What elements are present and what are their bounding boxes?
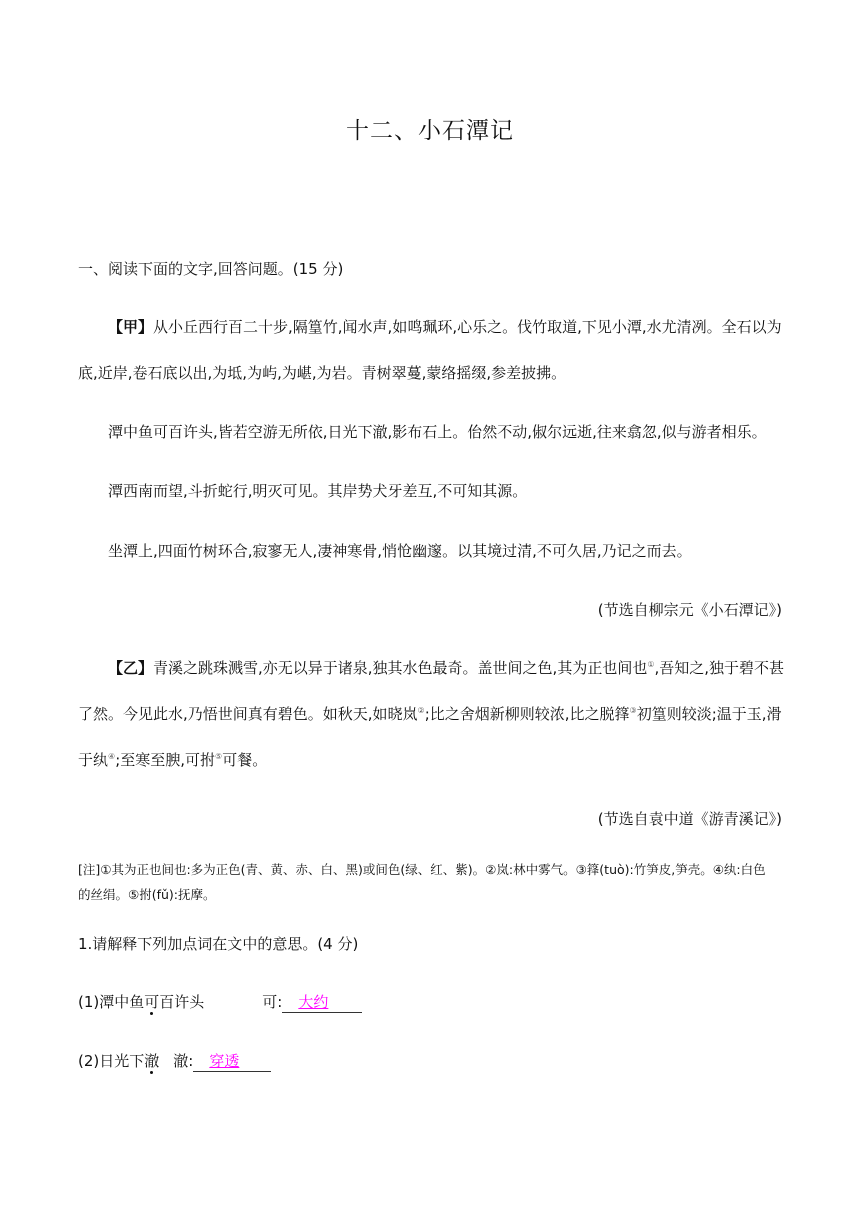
answer-2-field[interactable]: 穿透 [193,1051,271,1072]
passage-jia-text: 从小丘西行百二十步,隔篁竹,闻水声,如鸣珮环,心乐之。伐竹取道,下见小潭,水尤清冽。全石以为 [153,318,782,336]
footnote-marker: ⑤ [215,752,223,761]
footnote-marker: ③ [629,706,637,715]
passage-yi-line-2 [78,703,782,725]
passage-jia-paragraph-3: 潭西南而望,斗折蛇行,明灭可见。其岸势犬牙差互,不可知其源。 [108,482,528,500]
passage-yi-text: ;至寒至腴,可拊 [115,751,216,769]
question-1-text: 百许头 [159,993,205,1011]
question-2-label: 澈: [173,1052,194,1070]
passage-yi-text: 了然。今见此水,乃悟世间真有碧色。如秋天,如晓岚 [78,705,418,723]
passage-jia-source: (节选自柳宗元《小石潭记》) [597,601,782,619]
annotation-line-1: [注]①其为正也间也:多为正色(青、黄、赤、白、黑)或间色(绿、红、紫)。②岚:林中雾气。③箨(tuò):竹笋皮,笋壳。④纨:白色 [78,862,766,877]
question-item-1 [78,991,362,1013]
passage-yi-text: ,吾知之,独于碧不甚 [654,659,785,677]
annotation-line-2: 的丝绢。⑤拊(fǔ):抚摩。 [78,887,216,902]
passage-yi-text: 于纨 [78,751,109,769]
passage-yi-line-3 [78,749,267,771]
passage-yi-label: 【乙】 [108,659,154,677]
passage-yi-text: 青溪之跳珠溅雪,亦无以异于诸泉,独其水色最奇。盖世间之色,其为正也间也 [153,659,648,677]
passage-jia-line-2: 底,近岸,卷石底以出,为坻,为屿,为嵁,为岩。青树翠蔓,蒙络摇缀,参差披拂。 [78,364,567,382]
question-1-text: (1)潭中鱼 [78,993,145,1011]
passage-yi-source: (节选自袁中道《游青溪记》) [597,810,782,828]
passage-yi-text: ;比之舍烟新柳则较浓,比之脱箨 [424,705,630,723]
footnote-marker: ② [417,706,425,715]
question-stem: 1.请解释下列加点词在文中的意思。(4 分) [78,935,359,953]
question-item-2 [78,1050,271,1072]
passage-yi-text: 初篁则较淡;温于玉,滑 [636,705,782,723]
passage-jia-line-1 [108,316,782,338]
passage-yi-line-1 [108,657,784,679]
question-2-text: (2)日光下 [78,1052,145,1070]
section-heading: 一、阅读下面的文字,回答问题。(15 分) [78,260,344,278]
dotted-word: 可 [144,993,160,1011]
passage-jia-label: 【甲】 [108,318,154,336]
question-1-label: 可: [262,993,283,1011]
page-title: 十二、小石潭记 [346,118,514,144]
dotted-word: 澈 [144,1052,160,1070]
answer-1-field[interactable]: 大约 [282,992,362,1013]
passage-jia-paragraph-4: 坐潭上,四面竹树环合,寂寥无人,凄神寒骨,悄怆幽邃。以其境过清,不可久居,乃记之而去。 [108,542,692,560]
passage-jia-paragraph-2: 潭中鱼可百许头,皆若空游无所依,日光下澈,影布石上。佁然不动,俶尔远逝,往来翕忽,似与游者相乐。 [108,423,767,441]
footnote-marker: ① [647,660,655,669]
footnote-marker: ④ [108,752,116,761]
passage-yi-text: 可餐。 [222,751,268,769]
